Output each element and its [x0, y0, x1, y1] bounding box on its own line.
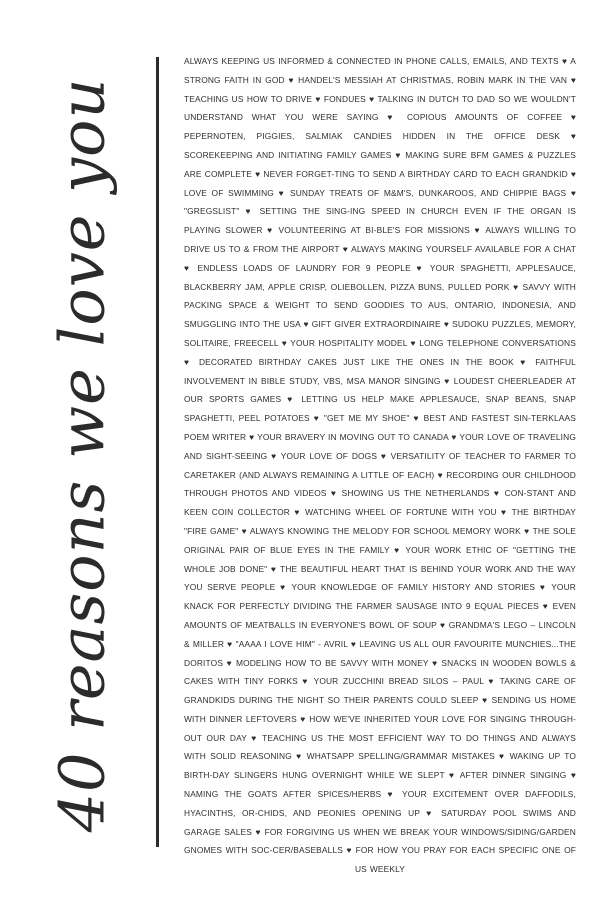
poster-title: 40 reasons we love you — [45, 77, 119, 833]
reasons-text: ALWAYS KEEPING US INFORMED & CONNECTED IN PHONE CALLS, EMAILS, AND TEXTS ♥ A STRONG FAITH IN GOD ♥ HANDEL'S MESSIAH AT CHRISTMAS, ROBIN MARK IN THE VAN ♥ TEACHING US HOW TO DRIVE ♥ FONDUES ♥ TALKING IN DUTCH TO DAD SO WE WOULDN'T UNDERSTAND WHAT YOU WERE SAYING ♥ COPIOUS AMOUNTS OF COFFEE ♥ PEPERNOTEN, PIGGIES, SALMIAK CANDIES HIDDEN IN THE OFFICE DESK ♥ SCOREKEEPING AND INITIATING FAMILY GAMES ♥ MAKING SURE BFM GAMES & PUZZLES ARE COMPLETE ♥ NEVER FORGET-TING TO SEND A BIRTHDAY CARD TO EACH GRANDKID ♥ LOVE OF SWIMMING ♥ SUNDAY TREATS OF M&M'S, DUNKAROOS, AND CHIPPIE BAGS ♥ "GREGSLIST" ♥ SETTING THE SING-ING SPEED IN CHURCH EVEN IF THE ORGAN IS PLAYING SLOWER ♥ VOLUNTEERING AT BI-BLE'S FOR MISSIONS ♥ ALWAYS WILLING TO DRIVE US TO & FROM THE AIRPORT ♥ ALWAYS MAKING YOURSELF AVAILABLE FOR A CHAT ♥ ENDLESS LOADS OF LAUNDRY FOR 9 PEOPLE ♥ YOUR SPAGHETTI, APPLESAUCE, BLACKBERRY JAM, APPLE CRISP, OLIEBOLLEN, PIZZA BUNS, PULLED PORK ♥ SAVVY WITH PACKING SPACE & WEIGHT TO SEND GOODIES TO AUS, ONTARIO, INDONESIA, AND SMUGGLING INTO THE USA ♥ GIFT GIVER EXTRAORDINAIRE ♥ SUDOKU PUZZLES, MEMORY, SOLITAIRE, FREECELL ♥ YOUR HOSPITALITY MODEL ♥ LONG TELEPHONE CONVERSATIONS ♥ DECORATED BIRTHDAY CAKES JUST LIKE THE ONES IN THE BOOK ♥ FAITHFUL INVOLVEMENT IN BIBLE STUDY, VBS, MSA MANOR SINGING ♥ LOUDEST CHEERLEADER AT OUR SPORTS GAMES ♥ LETTING US HELP MAKE APPLESAUCE, SNAP BEANS, SNAP SPAGHETTI, PEEL POTATOES ♥ "GET ME MY SHOE" ♥ BEST AND FASTEST SIN-TERKLAAS POEM WRITER ♥ YOUR BRAVERY IN MOVING OUT TO CANADA ♥ YOUR LOVE OF TRAVELING AND SIGHT-SEEING ♥ YOUR LOVE OF DOGS ♥ VERSATILITY OF TEACHER TO FARMER TO CARETAKER (AND ALWAYS REMAINING A LITTLE OF EACH) ♥ RECORDING OUR CHILDHOOD THROUGH PHOTOS AND VIDEOS ♥ SHOWING US THE NETHERLANDS ♥ CON-STANT AND KEEN COIN COLLECTOR ♥ WATCHING WHEEL OF FORTUNE WITH YOU ♥ THE BIRTHDAY "FIRE GAME" ♥ ALWAYS KNOWING THE MELODY FOR SCHOOL MEMORY WORK ♥ THE SOLE ORIGINAL PAIR OF BLUE EYES IN THE FAMILY ♥ YOUR WORK ETHIC OF "GETTING THE WHOLE JOB DONE" ♥ THE BEAUTIFUL HEART THAT IS BEHIND YOUR WORK AND THE WAY YOU SERVE PEOPLE ♥ YOUR KNOWLEDGE OF FAMILY HISTORY AND STORIES ♥ YOUR KNACK FOR PERFECTLY DIVIDING THE FARMER SAUSAGE INTO 9 EQUAL PIECES ♥ EVEN AMOUNTS OF MEATBALLS IN EVERYONE'S BOWL OF SOUP ♥ GRANDMA'S LEGO – LINCOLN & MILLER ♥ "AAAA I LOVE HIM" - AVRIL ♥ LEAVING US ALL OUR FAVOURITE MUNCHIES...THE DORITOS ♥ MODELING HOW TO BE SAVVY WITH MONEY ♥ SNACKS IN WOODEN BOWLS & CAKES WITH TINY FORKS ♥ YOUR ZUCCHINI BREAD SILOS – PAUL ♥ TAKING CARE OF GRANDKIDS DURING THE NIGHT SO THEIR PARENTS COULD SLEEP ♥ SENDING US HOME WITH DINNER LEFTOVERS ♥ HOW WE'VE INHERITED YOUR LOVE FOR SINGING THROUGH-OUT OUR DAY ♥ TEACHING US THE MOST EFFICIENT WAY TO DO THINGS AND ALWAYS WITH SOLID REASONING ♥ WHATSAPP SPELLING/GRAMMAR MISTAKES ♥ WAKING UP TO BIRTH-DAY SLINGERS HUNG OVERNIGHT WHILE WE SLEPT ♥ AFTER DINNER SINGING ♥ NAMING THE GOATS AFTER SPICES/HERBS ♥ YOUR EXCITEMENT OVER DAFFODILS, HYACINTHS, OR-CHIDS, AND PEONIES OPENING UP ♥ SATURDAY POOL SWIMS AND GARAGE SALES ♥ FOR FORGIVING US WHEN WE BREAK YOUR WINDOWS/SIDING/GARDEN GNOMES WITH SOC-CER/BASEBALLS ♥ FOR HOW YOU PRAY FOR EACH SPECIFIC ONE OF US WEEKLY — [184, 56, 576, 875]
title-column — [45, 60, 119, 850]
vertical-divider — [156, 57, 159, 847]
